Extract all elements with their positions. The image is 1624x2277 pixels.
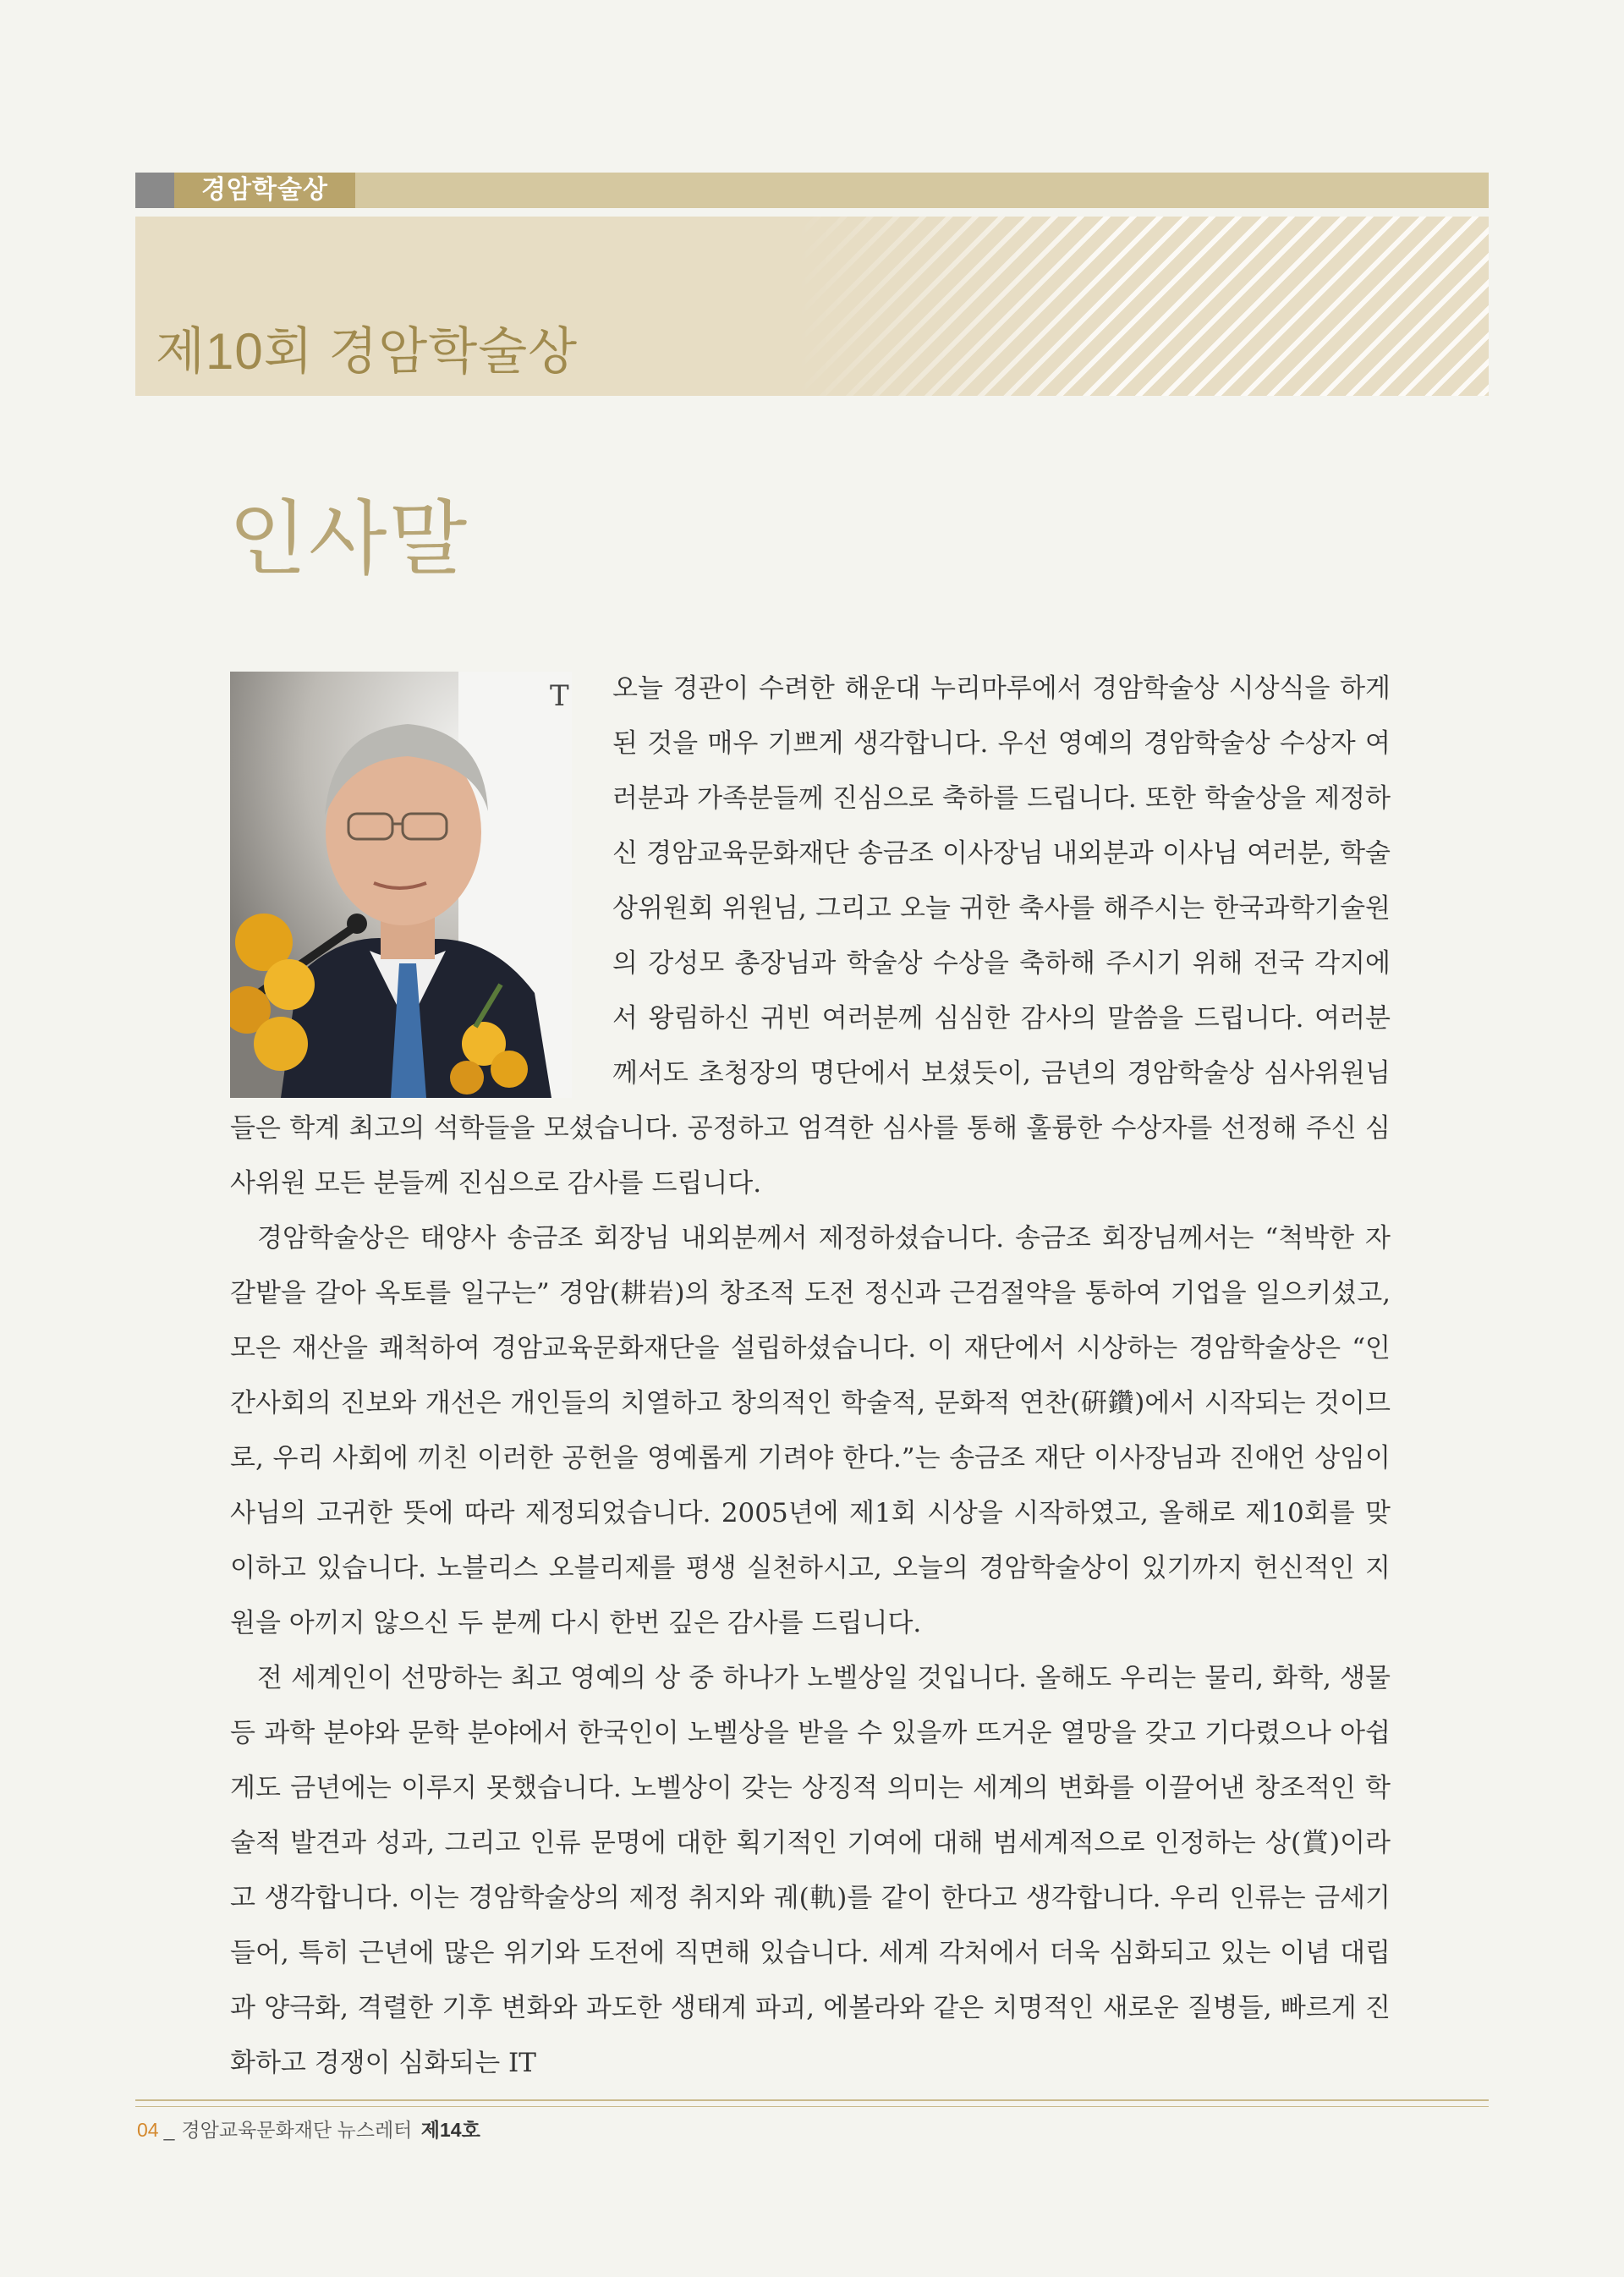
section-title-band [135,217,1489,396]
publication-name: 경암교육문화재단 뉴스레터 [181,2119,413,2141]
footer-separator: _ [163,2119,175,2141]
greeting-body [230,661,1391,2091]
diagonal-stripes-decoration [795,217,1489,396]
paragraph-3: 전 세계인이 선망하는 최고 영예의 상 중 하나가 노벨상일 것입니다. 올해도 우리는 물리, 화학, 생물 등 과학 분야와 문학 분야에서 한국인이 노벨상을 받을 수 있을까 뜨거운 열망을 갖고 기다렸으나 아쉽게도 금년에는 이루지 못했습니다. 노벨상이 갖는 상징적 의미는 세계의 변화를 이끌어낸 창조적인 학술적 발견과 성과, 그리고 인류 문명에 대한 획기적인 기여에 대해 범세계적으로 인정하는 상(賞)이라고 생각합니다. 이는 경암학술상의 제정 취지와 궤(軌)를 같이 한다고 생각합니다. 우리 인류는 금세기 들어, 특히 근년에 많은 위기와 도전에 직면해 있습니다. 세계 각처에서 더욱 심화되고 있는 이념 대립과 양극화, 격렬한 기후 변화와 과도한 생태계 파괴, 에볼라와 같은 치명적인 새로운 질병들, 빠르게 진화하고 경쟁이 심화되는 IT [230,1663,1391,2078]
section-title: 제10회 경암학술상 [156,323,579,380]
page-heading: 인사말 [228,494,469,584]
photo-text-wrap-space [230,661,612,1101]
issue-number: 제14호 [420,2119,480,2141]
paragraph-1: 오늘 경관이 수려한 해운대 누리마루에서 경암학술상 시상식을 하게 된 것을 매우 기쁘게 생각합니다. 우선 영예의 경암학술상 수상자 여러분과 가족분들께 진심으로 축하를 드립니다. 또한 학술상을 제정하신 경암교육문화재단 송금조 이사장님 내외분과 이사님 여러분, 학술상위원회 위원님, 그리고 오늘 귀한 축사를 해주시는 한국과학기술원의 강성모 총장님과 학술상 수상을 축하해 주시기 위해 전국 각지에서 왕림하신 귀빈 여러분께 심심한 감사의 말씀을 드립니다. 여러분께서도 초청장의 명단에서 보셨듯이, 금년의 경암학술상 심사위원님들은 학계 최고의 석학들을 모셨습니다. 공정하고 엄격한 심사를 통해 훌륭한 수상자를 선정해 주신 심사위원 모든 분들께 진심으로 감사를 드립니다. [230,673,1391,1199]
svg-text:T: T [550,679,569,713]
footer [137,2115,480,2143]
paragraph-2: 경암학술상은 태양사 송금조 회장님 내외분께서 제정하셨습니다. 송금조 회장님께서는 “척박한 자갈밭을 갈아 옥토를 일구는” 경암(耕岩)의 창조적 도전 정신과 근검절약을 통하여 기업을 일으키셨고, 모은 재산을 쾌척하여 경암교육문화재단을 설립하셨습니다. 이 재단에서 시상하는 경암학술상은 “인간사회의 진보와 개선은 개인들의 치열하고 창의적인 학술적, 문화적 연찬(硏鑽)에서 시작되는 것이므로, 우리 사회에 끼친 이러한 공헌을 영예롭게 기려야 한다.”는 송금조 재단 이사장님과 진애언 상임이사님의 고귀한 뜻에 따라 제정되었습니다. 2005년에 제1회 시상을 시작하였고, 올해로 제10회를 맞이하고 있습니다. 노블리스 오블리제를 평생 실천하시고, 오늘의 경암학술상이 있기까지 헌신적인 지원을 아끼지 않으신 두 분께 다시 한번 깊은 감사를 드립니다. [230,1223,1391,1638]
section-tab-label: 경암학술상 [174,173,355,208]
footer-rule [135,2099,1489,2107]
page-number: 04 [137,2119,159,2141]
section-tab-marker [135,173,174,208]
